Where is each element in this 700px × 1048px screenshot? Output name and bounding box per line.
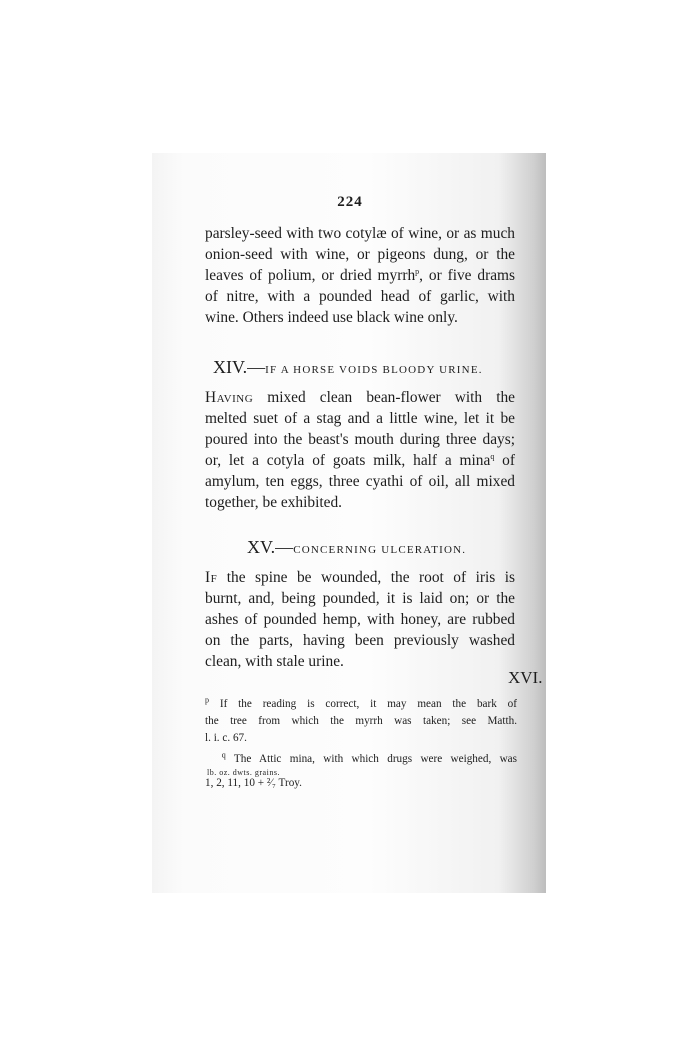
lead-word: Having — [205, 389, 254, 406]
footnote-line: l. i. c. 67. — [205, 732, 247, 744]
catchword: XVI. — [508, 668, 543, 687]
paragraph-continuation — [205, 223, 515, 328]
weight-units-row: lb. oz. dwts. grains. — [207, 768, 280, 777]
section-heading-xiv: XIV.—IF A HORSE VOIDS BLOODY URINE. — [213, 357, 483, 377]
text-line: ashes of pounded hemp, with honey, are rubbed — [205, 611, 515, 628]
text-line: burnt, and, being pounded, it is laid on; or the — [205, 590, 515, 607]
text-line: clean, with stale urine. — [205, 653, 344, 670]
page-number: 224 — [337, 194, 363, 210]
text-line: or, let a cotyla of goats milk, half a mina$^q$ of — [205, 451, 516, 469]
text-line: together, be exhibited. — [205, 494, 342, 511]
text-line: amylum, ten eggs, three cyathi of oil, all mixed — [205, 473, 515, 490]
text-line: wine. Others indeed use black wine only. — [205, 309, 458, 326]
text-line: poured into the beast's mouth during three days; — [205, 431, 515, 448]
paragraph-xv — [205, 567, 515, 672]
text-line: of nitre, with a pounded head of garlic, with — [205, 288, 515, 305]
text-line: parsley-seed with two cotylæ of wine, or as much — [205, 225, 515, 242]
footnote-mark-p: p — [205, 695, 209, 705]
footnote-line: $^p$ If the reading is correct, it may mean the bark of — [205, 695, 517, 710]
footnote-line: $^q$ The Attic mina, with which drugs were weighed, was — [221, 750, 517, 765]
section-heading-xv: XV.—CONCERNING ULCERATION. — [247, 537, 467, 557]
weight-values-row: 1, 2, 11, 10 + ²⁄₇ Troy. — [205, 777, 302, 789]
footnote-q — [205, 751, 517, 790]
paragraph-xiv — [205, 387, 515, 513]
text-line: Having mixed clean bean-flower with the — [205, 389, 515, 406]
footnote-mark-q: q — [221, 750, 226, 760]
text-line: onion-seed with wine, or pigeons dung, or the — [205, 246, 515, 263]
text-line: If the spine be wounded, the root of iris is — [205, 569, 515, 586]
footnotes — [205, 696, 517, 790]
lead-word: If — [205, 569, 218, 586]
footnote-line: the tree from which the myrrh was taken; see Matth. — [205, 715, 517, 727]
text-line: on the parts, having been previously washed — [205, 632, 515, 649]
footnote-p — [205, 696, 517, 747]
text-line: leaves of polium, or dried myrrh$^p$, or five drams — [205, 266, 515, 284]
footnote-ref-p[interactable]: p — [415, 266, 420, 276]
text-line: melted suet of a stag and a little wine, let it be — [205, 410, 515, 427]
footnote-ref-q[interactable]: q — [490, 451, 495, 461]
